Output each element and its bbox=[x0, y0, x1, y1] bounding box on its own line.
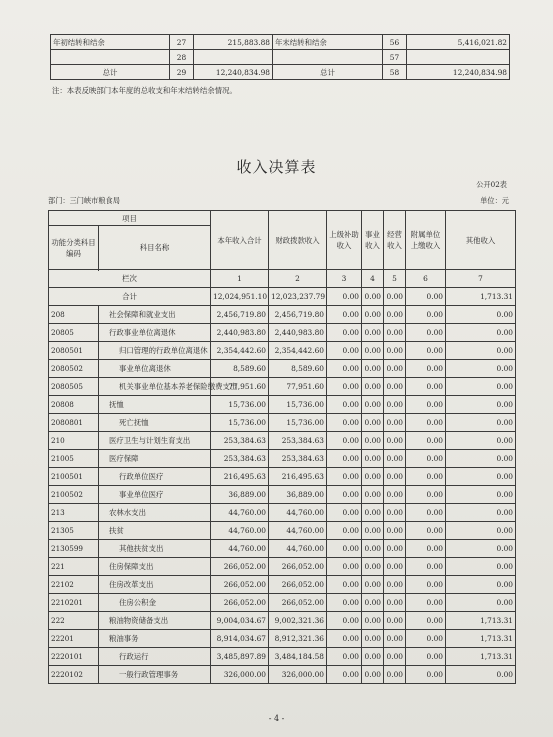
value-cell: 0.00 bbox=[406, 576, 446, 594]
value-cell: 0.00 bbox=[362, 666, 384, 684]
value-cell: 0.00 bbox=[384, 342, 406, 360]
value-cell: 0.00 bbox=[446, 540, 516, 558]
col-num: 6 bbox=[406, 270, 446, 288]
value-cell: 0.00 bbox=[327, 522, 362, 540]
value-cell: 0.00 bbox=[446, 504, 516, 522]
table-row bbox=[49, 468, 516, 486]
value-cell: 0.00 bbox=[327, 414, 362, 432]
table-row bbox=[49, 648, 516, 666]
value-cell: 0.00 bbox=[362, 450, 384, 468]
value-cell: 0.00 bbox=[384, 306, 406, 324]
subject-name: 事业单位离退休 bbox=[99, 360, 211, 378]
table-row bbox=[49, 378, 516, 396]
subject-code: 2080801 bbox=[49, 414, 99, 432]
value-cell: 0.00 bbox=[446, 360, 516, 378]
value-cell: 0.00 bbox=[362, 540, 384, 558]
value-cell: 0.00 bbox=[384, 630, 406, 648]
value-cell: 2,354,442.60 bbox=[211, 342, 269, 360]
value-cell: 0.00 bbox=[406, 630, 446, 648]
value-cell: 266,052.00 bbox=[211, 576, 269, 594]
subject-name: 死亡抚恤 bbox=[99, 414, 211, 432]
col-num: 4 bbox=[362, 270, 384, 288]
table-row bbox=[49, 306, 516, 324]
subject-name: 其他扶贫支出 bbox=[99, 540, 211, 558]
value-cell: 0.00 bbox=[327, 306, 362, 324]
value-cell: 15,736.00 bbox=[211, 396, 269, 414]
subject-name: 行政单位医疗 bbox=[99, 468, 211, 486]
table-row bbox=[49, 324, 516, 342]
subject-name: 粮油事务 bbox=[99, 630, 211, 648]
value-cell: 0.00 bbox=[362, 432, 384, 450]
summary-cell: 年末结转和结余 bbox=[273, 35, 383, 50]
subject-code: 2100502 bbox=[49, 486, 99, 504]
value-cell: 0.00 bbox=[362, 630, 384, 648]
value-cell: 216,495.63 bbox=[211, 468, 269, 486]
value-cell: 0.00 bbox=[406, 414, 446, 432]
table-row bbox=[49, 486, 516, 504]
subject-code: 213 bbox=[49, 504, 99, 522]
total-cell: 0.00 bbox=[362, 288, 384, 306]
value-cell: 0.00 bbox=[362, 360, 384, 378]
summary-cell: 29 bbox=[170, 65, 194, 80]
subject-name: 一般行政管理事务 bbox=[99, 666, 211, 684]
value-cell: 266,052.00 bbox=[211, 594, 269, 612]
summary-cell: 总计 bbox=[51, 65, 170, 80]
value-cell: 266,052.00 bbox=[269, 594, 327, 612]
total-cell: 12,023,237.79 bbox=[269, 288, 327, 306]
value-cell: 0.00 bbox=[406, 558, 446, 576]
value-cell: 0.00 bbox=[446, 468, 516, 486]
subject-code: 208 bbox=[49, 306, 99, 324]
summary-cell: 12,240,834.98 bbox=[194, 65, 273, 80]
subject-code: 221 bbox=[49, 558, 99, 576]
value-cell: 0.00 bbox=[406, 450, 446, 468]
subject-name: 归口管理的行政单位离退休 bbox=[99, 342, 211, 360]
subject-code: 210 bbox=[49, 432, 99, 450]
value-cell: 0.00 bbox=[406, 378, 446, 396]
subject-name: 医疗卫生与计划生育支出 bbox=[99, 432, 211, 450]
value-cell: 0.00 bbox=[384, 522, 406, 540]
value-cell: 0.00 bbox=[362, 306, 384, 324]
subject-code: 2220101 bbox=[49, 648, 99, 666]
col-num: 5 bbox=[384, 270, 406, 288]
summary-cell: 年初结转和结余 bbox=[51, 35, 170, 50]
value-cell: 253,384.63 bbox=[211, 450, 269, 468]
subject-name: 行政事业单位离退休 bbox=[99, 324, 211, 342]
value-cell: 0.00 bbox=[406, 396, 446, 414]
value-cell: 3,484,184.58 bbox=[269, 648, 327, 666]
summary-cell: 28 bbox=[170, 50, 194, 65]
value-cell: 326,000.00 bbox=[211, 666, 269, 684]
col-num: 1 bbox=[211, 270, 269, 288]
value-cell: 0.00 bbox=[406, 612, 446, 630]
value-cell: 0.00 bbox=[384, 594, 406, 612]
value-cell: 0.00 bbox=[446, 486, 516, 504]
total-cell: 12,024,951.10 bbox=[211, 288, 269, 306]
value-cell: 3,485,897.89 bbox=[211, 648, 269, 666]
summary-cell: 5,416,021.82 bbox=[407, 35, 510, 50]
value-cell: 9,004,034.67 bbox=[211, 612, 269, 630]
value-cell: 0.00 bbox=[384, 648, 406, 666]
total-cell: 0.00 bbox=[406, 288, 446, 306]
table-row bbox=[49, 360, 516, 378]
value-cell: 9,002,321.36 bbox=[269, 612, 327, 630]
value-cell: 0.00 bbox=[384, 612, 406, 630]
summary-cell: 56 bbox=[383, 35, 407, 50]
table-row bbox=[49, 396, 516, 414]
value-cell: 0.00 bbox=[446, 378, 516, 396]
value-cell: 44,760.00 bbox=[269, 522, 327, 540]
value-cell: 0.00 bbox=[327, 576, 362, 594]
value-cell: 0.00 bbox=[384, 324, 406, 342]
subject-code: 21005 bbox=[49, 450, 99, 468]
value-cell: 0.00 bbox=[384, 486, 406, 504]
subject-name: 住房改革支出 bbox=[99, 576, 211, 594]
table-row bbox=[49, 540, 516, 558]
subject-code: 2080501 bbox=[49, 342, 99, 360]
table-note: 注：本表反映部门本年度的总收支和年末结转结余情况。 bbox=[52, 86, 237, 95]
value-cell: 15,736.00 bbox=[211, 414, 269, 432]
col-num: 3 bbox=[327, 270, 362, 288]
value-cell: 0.00 bbox=[327, 432, 362, 450]
subject-code: 2130599 bbox=[49, 540, 99, 558]
form-code: 公开02表 bbox=[476, 180, 507, 189]
value-cell: 0.00 bbox=[384, 432, 406, 450]
subject-code: 20805 bbox=[49, 324, 99, 342]
value-cell: 0.00 bbox=[446, 342, 516, 360]
value-cell: 0.00 bbox=[384, 576, 406, 594]
value-cell: 0.00 bbox=[362, 486, 384, 504]
summary-row bbox=[51, 50, 510, 65]
value-cell: 0.00 bbox=[384, 414, 406, 432]
subject-code: 2080502 bbox=[49, 360, 99, 378]
value-cell: 0.00 bbox=[327, 558, 362, 576]
page-number: - 4 - bbox=[268, 714, 285, 723]
value-cell: 266,052.00 bbox=[269, 558, 327, 576]
page-title: 收入决算表 bbox=[236, 158, 317, 176]
value-cell: 8,914,034.67 bbox=[211, 630, 269, 648]
subject-code: 2220102 bbox=[49, 666, 99, 684]
value-cell: 8,589.60 bbox=[269, 360, 327, 378]
value-cell: 0.00 bbox=[327, 360, 362, 378]
table-row bbox=[49, 414, 516, 432]
header-other: 其他收入 bbox=[446, 211, 516, 270]
value-cell: 1,713.31 bbox=[446, 648, 516, 666]
value-cell: 0.00 bbox=[327, 594, 362, 612]
value-cell: 0.00 bbox=[327, 342, 362, 360]
header-superior: 上级补助收入 bbox=[327, 211, 362, 270]
value-cell: 0.00 bbox=[384, 396, 406, 414]
value-cell: 0.00 bbox=[362, 522, 384, 540]
value-cell: 1,713.31 bbox=[446, 612, 516, 630]
value-cell: 0.00 bbox=[362, 594, 384, 612]
table-row bbox=[49, 522, 516, 540]
value-cell: 0.00 bbox=[362, 342, 384, 360]
value-cell: 0.00 bbox=[384, 558, 406, 576]
header-total-income: 本年收入合计 bbox=[211, 211, 269, 270]
value-cell: 0.00 bbox=[362, 504, 384, 522]
value-cell: 253,384.63 bbox=[269, 450, 327, 468]
value-cell: 0.00 bbox=[446, 558, 516, 576]
subject-name: 行政运行 bbox=[99, 648, 211, 666]
value-cell: 0.00 bbox=[406, 432, 446, 450]
subject-name: 住房公积金 bbox=[99, 594, 211, 612]
header-affiliated: 附属单位上缴收入 bbox=[406, 211, 446, 270]
value-cell: 0.00 bbox=[362, 414, 384, 432]
total-label: 合计 bbox=[49, 288, 211, 306]
summary-row bbox=[51, 65, 510, 80]
value-cell: 0.00 bbox=[406, 666, 446, 684]
value-cell: 44,760.00 bbox=[211, 540, 269, 558]
subject-code: 20808 bbox=[49, 396, 99, 414]
value-cell: 0.00 bbox=[362, 396, 384, 414]
value-cell: 44,760.00 bbox=[269, 504, 327, 522]
subject-code: 2080505 bbox=[49, 378, 99, 396]
value-cell: 0.00 bbox=[446, 450, 516, 468]
subject-name: 抚恤 bbox=[99, 396, 211, 414]
total-cell: 0.00 bbox=[327, 288, 362, 306]
value-cell: 44,760.00 bbox=[211, 504, 269, 522]
value-cell: 77,951.60 bbox=[269, 378, 327, 396]
subject-name: 农林水支出 bbox=[99, 504, 211, 522]
value-cell: 0.00 bbox=[327, 324, 362, 342]
value-cell: 0.00 bbox=[327, 612, 362, 630]
value-cell: 0.00 bbox=[384, 540, 406, 558]
summary-cell bbox=[194, 50, 273, 65]
subject-code: 22102 bbox=[49, 576, 99, 594]
value-cell: 2,456,719.80 bbox=[269, 306, 327, 324]
col-num: 7 bbox=[446, 270, 516, 288]
value-cell: 0.00 bbox=[446, 324, 516, 342]
value-cell: 0.00 bbox=[406, 504, 446, 522]
table-row bbox=[49, 450, 516, 468]
value-cell: 0.00 bbox=[406, 540, 446, 558]
summary-cell: 总计 bbox=[273, 65, 383, 80]
department-label: 部门：三门峡市粮食局 bbox=[48, 196, 120, 205]
value-cell: 0.00 bbox=[446, 522, 516, 540]
summary-table bbox=[50, 34, 510, 80]
header-business: 事业收入 bbox=[362, 211, 384, 270]
value-cell: 0.00 bbox=[406, 594, 446, 612]
subject-name: 社会保障和就业支出 bbox=[99, 306, 211, 324]
table-row bbox=[49, 612, 516, 630]
table-row bbox=[49, 342, 516, 360]
value-cell: 0.00 bbox=[327, 396, 362, 414]
value-cell: 0.00 bbox=[327, 630, 362, 648]
value-cell: 0.00 bbox=[384, 666, 406, 684]
total-cell: 1,713.31 bbox=[446, 288, 516, 306]
value-cell: 326,000.00 bbox=[269, 666, 327, 684]
value-cell: 0.00 bbox=[406, 486, 446, 504]
header-operating: 经营收入 bbox=[384, 211, 406, 270]
value-cell: 0.00 bbox=[327, 540, 362, 558]
value-cell: 0.00 bbox=[406, 360, 446, 378]
header-func-code: 功能分类科目编码 bbox=[49, 226, 99, 270]
value-cell: 0.00 bbox=[362, 468, 384, 486]
value-cell: 44,760.00 bbox=[269, 540, 327, 558]
summary-cell bbox=[273, 50, 383, 65]
table-row bbox=[49, 576, 516, 594]
value-cell: 36,889.00 bbox=[269, 486, 327, 504]
subject-code: 21305 bbox=[49, 522, 99, 540]
summary-cell: 57 bbox=[383, 50, 407, 65]
value-cell: 0.00 bbox=[362, 612, 384, 630]
value-cell: 0.00 bbox=[327, 486, 362, 504]
income-table bbox=[48, 210, 516, 684]
header-project: 项目 bbox=[49, 211, 211, 226]
value-cell: 0.00 bbox=[446, 306, 516, 324]
value-cell: 15,736.00 bbox=[269, 414, 327, 432]
value-cell: 0.00 bbox=[327, 468, 362, 486]
subject-name: 事业单位医疗 bbox=[99, 486, 211, 504]
summary-cell: 27 bbox=[170, 35, 194, 50]
value-cell: 0.00 bbox=[384, 360, 406, 378]
value-cell: 0.00 bbox=[362, 378, 384, 396]
value-cell: 36,889.00 bbox=[211, 486, 269, 504]
value-cell: 44,760.00 bbox=[211, 522, 269, 540]
value-cell: 0.00 bbox=[384, 504, 406, 522]
value-cell: 253,384.63 bbox=[211, 432, 269, 450]
col-label: 栏次 bbox=[49, 270, 211, 288]
summary-row bbox=[51, 35, 510, 50]
value-cell: 0.00 bbox=[327, 504, 362, 522]
value-cell: 1,713.31 bbox=[446, 630, 516, 648]
header-subject-name: 科目名称 bbox=[99, 226, 211, 270]
value-cell: 253,384.63 bbox=[269, 432, 327, 450]
subject-code: 2210201 bbox=[49, 594, 99, 612]
table-row bbox=[49, 666, 516, 684]
unit-label: 单位：元 bbox=[480, 196, 509, 205]
value-cell: 8,589.60 bbox=[211, 360, 269, 378]
value-cell: 8,912,321.36 bbox=[269, 630, 327, 648]
summary-cell bbox=[407, 50, 510, 65]
value-cell: 0.00 bbox=[446, 576, 516, 594]
value-cell: 0.00 bbox=[406, 468, 446, 486]
total-cell: 0.00 bbox=[384, 288, 406, 306]
subject-name: 住房保障支出 bbox=[99, 558, 211, 576]
value-cell: 0.00 bbox=[384, 378, 406, 396]
summary-cell: 58 bbox=[383, 65, 407, 80]
value-cell: 0.00 bbox=[446, 396, 516, 414]
value-cell: 2,354,442.60 bbox=[269, 342, 327, 360]
value-cell: 0.00 bbox=[362, 558, 384, 576]
table-row bbox=[49, 558, 516, 576]
subject-code: 2100501 bbox=[49, 468, 99, 486]
value-cell: 0.00 bbox=[446, 414, 516, 432]
table-row bbox=[49, 594, 516, 612]
value-cell: 2,456,719.80 bbox=[211, 306, 269, 324]
value-cell: 0.00 bbox=[327, 648, 362, 666]
value-cell: 0.00 bbox=[384, 450, 406, 468]
value-cell: 266,052.00 bbox=[269, 576, 327, 594]
value-cell: 2,440,983.80 bbox=[211, 324, 269, 342]
subject-name: 粮油物资储备支出 bbox=[99, 612, 211, 630]
value-cell: 0.00 bbox=[384, 468, 406, 486]
table-row bbox=[49, 432, 516, 450]
subject-code: 222 bbox=[49, 612, 99, 630]
value-cell: 77,951.60 bbox=[211, 378, 269, 396]
table-row bbox=[49, 504, 516, 522]
value-cell: 0.00 bbox=[446, 432, 516, 450]
value-cell: 0.00 bbox=[406, 522, 446, 540]
summary-cell: 12,240,834.98 bbox=[407, 65, 510, 80]
summary-cell bbox=[51, 50, 170, 65]
value-cell: 0.00 bbox=[362, 648, 384, 666]
value-cell: 0.00 bbox=[406, 324, 446, 342]
value-cell: 15,736.00 bbox=[269, 396, 327, 414]
value-cell: 0.00 bbox=[327, 666, 362, 684]
value-cell: 0.00 bbox=[327, 450, 362, 468]
value-cell: 0.00 bbox=[327, 378, 362, 396]
value-cell: 0.00 bbox=[362, 576, 384, 594]
value-cell: 0.00 bbox=[406, 342, 446, 360]
subject-name: 扶贫 bbox=[99, 522, 211, 540]
value-cell: 0.00 bbox=[362, 324, 384, 342]
value-cell: 0.00 bbox=[406, 306, 446, 324]
value-cell: 266,052.00 bbox=[211, 558, 269, 576]
subject-name: 医疗保障 bbox=[99, 450, 211, 468]
col-num: 2 bbox=[269, 270, 327, 288]
subject-name: 机关事业单位基本养老保险缴费支出 bbox=[99, 378, 211, 396]
value-cell: 2,440,983.80 bbox=[269, 324, 327, 342]
value-cell: 0.00 bbox=[446, 666, 516, 684]
summary-cell: 215,883.88 bbox=[194, 35, 273, 50]
value-cell: 0.00 bbox=[446, 594, 516, 612]
subject-code: 22201 bbox=[49, 630, 99, 648]
value-cell: 216,495.63 bbox=[269, 468, 327, 486]
value-cell: 0.00 bbox=[406, 648, 446, 666]
table-row bbox=[49, 630, 516, 648]
header-fiscal: 财政拨款收入 bbox=[269, 211, 327, 270]
